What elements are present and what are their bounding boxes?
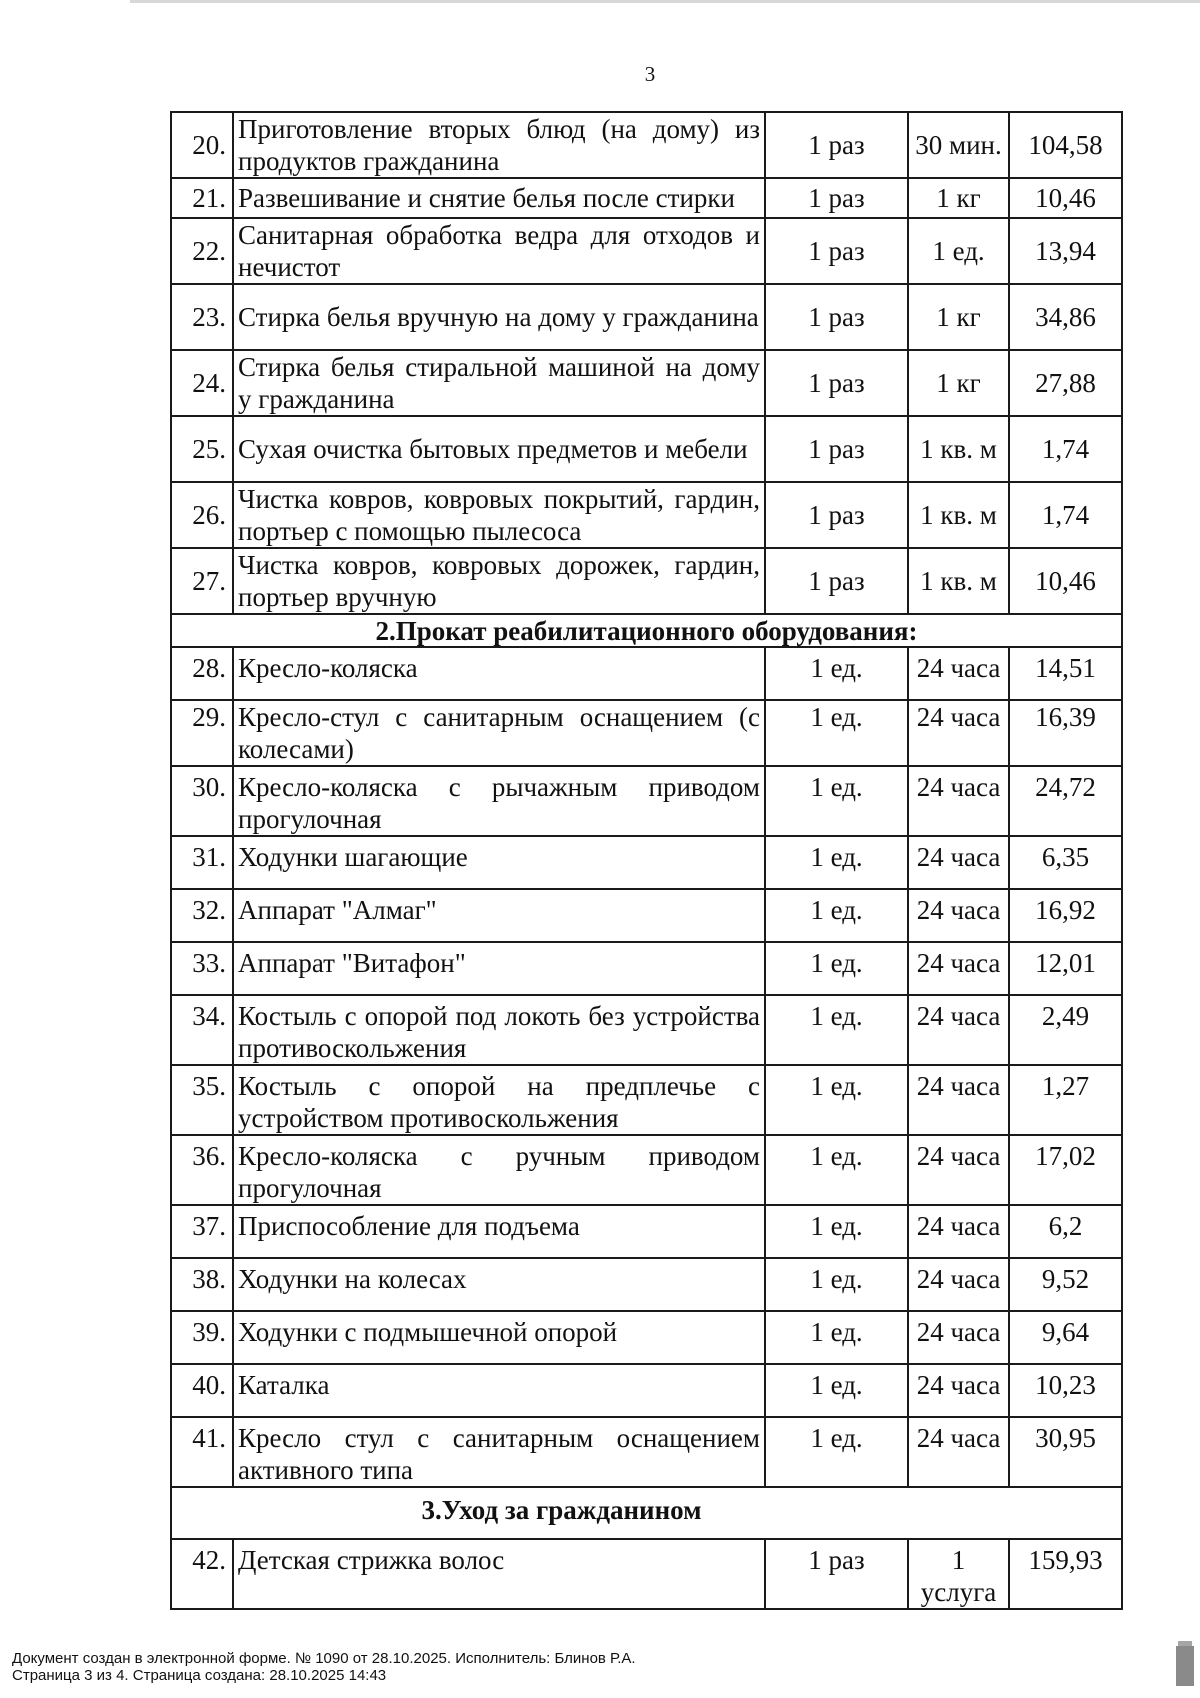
table-row <box>171 218 1122 284</box>
unit-cell: 1 ед. <box>765 647 908 700</box>
unit-cell: 1 ед. <box>765 700 908 766</box>
table-row <box>171 112 1122 178</box>
unit-cell: 1 ед. <box>765 766 908 836</box>
period-cell: 30 мин. <box>908 112 1009 178</box>
table-row <box>171 1065 1122 1135</box>
price-cell: 16,39 <box>1009 700 1122 766</box>
row-number: 41. <box>171 1417 233 1487</box>
equipment-name: Ходунки шагающие <box>233 836 765 889</box>
row-number: 22. <box>171 218 233 284</box>
row-number: 24. <box>171 350 233 416</box>
section-title: 2.Прокат реабилитационного оборудования: <box>171 614 1122 647</box>
period-cell: 24 часа <box>908 942 1009 995</box>
period-cell: 1 услуга <box>908 1539 1009 1609</box>
unit-cell: 1 раз <box>765 548 908 614</box>
equipment-name: Костыль с опорой на предплечье с устройством противоскольжения <box>233 1065 765 1135</box>
period-cell: 1 кг <box>908 350 1009 416</box>
table-row <box>171 178 1122 218</box>
table-row <box>171 647 1122 700</box>
unit-cell: 1 раз <box>765 350 908 416</box>
service-name: Чистка ковров, ковровых дорожек, гардин, портьер вручную <box>233 548 765 614</box>
equipment-name: Ходунки с подмышечной опорой <box>233 1311 765 1364</box>
table-row <box>171 700 1122 766</box>
emblem-icon <box>1176 1646 1194 1686</box>
period-cell: 24 часа <box>908 647 1009 700</box>
table-row <box>171 1417 1122 1487</box>
unit-cell: 1 ед. <box>765 1258 908 1311</box>
price-cell: 9,52 <box>1009 1258 1122 1311</box>
price-cell: 24,72 <box>1009 766 1122 836</box>
row-number: 27. <box>171 548 233 614</box>
table-row <box>171 1539 1122 1609</box>
row-number: 30. <box>171 766 233 836</box>
row-number: 36. <box>171 1135 233 1205</box>
table-row <box>171 942 1122 995</box>
table-row <box>171 1364 1122 1417</box>
row-number: 20. <box>171 112 233 178</box>
unit-cell: 1 ед. <box>765 889 908 942</box>
equipment-name: Кресло стул с санитарным оснащением активного типа <box>233 1417 765 1487</box>
price-cell: 159,93 <box>1009 1539 1122 1609</box>
period-cell: 24 часа <box>908 1364 1009 1417</box>
page-number: 3 <box>644 62 656 86</box>
equipment-name: Приспособление для подъема <box>233 1205 765 1258</box>
period-cell: 24 часа <box>908 1258 1009 1311</box>
period-cell: 1 кв. м <box>908 548 1009 614</box>
price-cell: 17,02 <box>1009 1135 1122 1205</box>
price-cell: 10,46 <box>1009 548 1122 614</box>
row-number: 23. <box>171 284 233 350</box>
row-number: 33. <box>171 942 233 995</box>
equipment-name: Каталка <box>233 1364 765 1417</box>
unit-cell: 1 ед. <box>765 942 908 995</box>
price-cell: 13,94 <box>1009 218 1122 284</box>
row-number: 38. <box>171 1258 233 1311</box>
period-cell: 24 часа <box>908 1205 1009 1258</box>
row-number: 28. <box>171 647 233 700</box>
price-cell: 10,23 <box>1009 1364 1122 1417</box>
row-number: 39. <box>171 1311 233 1364</box>
period-cell: 24 часа <box>908 1065 1009 1135</box>
table-row <box>171 889 1122 942</box>
row-number: 29. <box>171 700 233 766</box>
unit-cell: 1 ед. <box>765 1065 908 1135</box>
unit-cell: 1 раз <box>765 112 908 178</box>
table-row <box>171 766 1122 836</box>
table-row <box>171 482 1122 548</box>
row-number: 35. <box>171 1065 233 1135</box>
unit-cell: 1 раз <box>765 284 908 350</box>
equipment-name: Кресло-коляска <box>233 647 765 700</box>
price-cell: 1,74 <box>1009 482 1122 548</box>
period-cell: 24 часа <box>908 836 1009 889</box>
table-row <box>171 284 1122 350</box>
period-cell: 24 часа <box>908 1311 1009 1364</box>
table-row <box>171 995 1122 1065</box>
price-cell: 16,92 <box>1009 889 1122 942</box>
equipment-name: Кресло-коляска с ручным приводом прогулочная <box>233 1135 765 1205</box>
unit-cell: 1 ед. <box>765 1364 908 1417</box>
unit-cell: 1 ед. <box>765 1417 908 1487</box>
table-row <box>171 350 1122 416</box>
price-cell: 9,64 <box>1009 1311 1122 1364</box>
period-cell: 24 часа <box>908 1135 1009 1205</box>
service-name: Санитарная обработка ведра для отходов и нечистот <box>233 218 765 284</box>
section-header <box>171 614 1122 647</box>
service-name: Детская стрижка волос <box>233 1539 765 1609</box>
period-cell: 24 часа <box>908 995 1009 1065</box>
unit-cell: 1 раз <box>765 218 908 284</box>
price-cell: 12,01 <box>1009 942 1122 995</box>
row-number: 34. <box>171 995 233 1065</box>
price-cell: 6,2 <box>1009 1205 1122 1258</box>
price-cell: 1,27 <box>1009 1065 1122 1135</box>
period-cell: 24 часа <box>908 700 1009 766</box>
price-cell: 2,49 <box>1009 995 1122 1065</box>
table-row <box>171 1135 1122 1205</box>
period-cell: 1 кг <box>908 284 1009 350</box>
period-cell: 24 часа <box>908 1417 1009 1487</box>
period-cell: 1 кв. м <box>908 416 1009 482</box>
footer-line-document: Документ создан в электронной форме. № 1090 от 28.10.2025. Исполнитель: Блинов Р.А. <box>12 1650 636 1667</box>
row-number: 25. <box>171 416 233 482</box>
equipment-name: Ходунки на колесах <box>233 1258 765 1311</box>
row-number: 32. <box>171 889 233 942</box>
unit-cell: 1 ед. <box>765 836 908 889</box>
row-number: 40. <box>171 1364 233 1417</box>
price-cell: 30,95 <box>1009 1417 1122 1487</box>
row-number: 31. <box>171 836 233 889</box>
service-name: Приготовление вторых блюд (на дому) из продуктов гражданина <box>233 112 765 178</box>
equipment-name: Кресло-коляска с рычажным приводом прогулочная <box>233 766 765 836</box>
row-number: 37. <box>171 1205 233 1258</box>
period-cell: 1 кв. м <box>908 482 1009 548</box>
equipment-name: Аппарат "Алмаг" <box>233 889 765 942</box>
footer-line-page: Страница 3 из 4. Страница создана: 28.10.2025 14:43 <box>12 1667 387 1684</box>
unit-cell: 1 раз <box>765 178 908 218</box>
period-cell: 24 часа <box>908 889 1009 942</box>
price-cell: 10,46 <box>1009 178 1122 218</box>
table-row <box>171 1205 1122 1258</box>
document-footer <box>12 1650 636 1684</box>
equipment-name: Аппарат "Витафон" <box>233 942 765 995</box>
service-name: Чистка ковров, ковровых покрытий, гардин, портьер с помощью пылесоса <box>233 482 765 548</box>
period-cell: 24 часа <box>908 766 1009 836</box>
unit-cell: 1 раз <box>765 482 908 548</box>
price-cell: 34,86 <box>1009 284 1122 350</box>
table-row <box>171 548 1122 614</box>
row-number: 21. <box>171 178 233 218</box>
equipment-name: Костыль с опорой под локоть без устройства противоскольжения <box>233 995 765 1065</box>
table-row <box>171 1258 1122 1311</box>
table-row <box>171 1311 1122 1364</box>
service-name: Стирка белья стиральной машиной на дому у гражданина <box>233 350 765 416</box>
price-cell: 104,58 <box>1009 112 1122 178</box>
section-header <box>171 1487 1122 1539</box>
price-cell: 27,88 <box>1009 350 1122 416</box>
unit-cell: 1 ед. <box>765 1311 908 1364</box>
unit-cell: 1 раз <box>765 416 908 482</box>
section-title: 3.Уход за гражданином <box>421 1495 702 1525</box>
price-cell: 6,35 <box>1009 836 1122 889</box>
tariff-table <box>170 111 1123 1610</box>
service-name: Развешивание и снятие белья после стирки <box>233 178 765 218</box>
service-name: Сухая очистка бытовых предметов и мебели <box>233 416 765 482</box>
unit-cell: 1 ед. <box>765 1135 908 1205</box>
unit-cell: 1 ед. <box>765 995 908 1065</box>
unit-cell: 1 раз <box>765 1539 908 1609</box>
table-row <box>171 416 1122 482</box>
page-top-edge <box>130 0 1200 3</box>
service-name: Стирка белья вручную на дому у гражданина <box>233 284 765 350</box>
price-cell: 1,74 <box>1009 416 1122 482</box>
table-row <box>171 836 1122 889</box>
price-cell: 14,51 <box>1009 647 1122 700</box>
equipment-name: Кресло-стул с санитарным оснащением (с колесами) <box>233 700 765 766</box>
period-cell: 1 ед. <box>908 218 1009 284</box>
period-cell: 1 кг <box>908 178 1009 218</box>
row-number: 42. <box>171 1539 233 1609</box>
unit-cell: 1 ед. <box>765 1205 908 1258</box>
row-number: 26. <box>171 482 233 548</box>
